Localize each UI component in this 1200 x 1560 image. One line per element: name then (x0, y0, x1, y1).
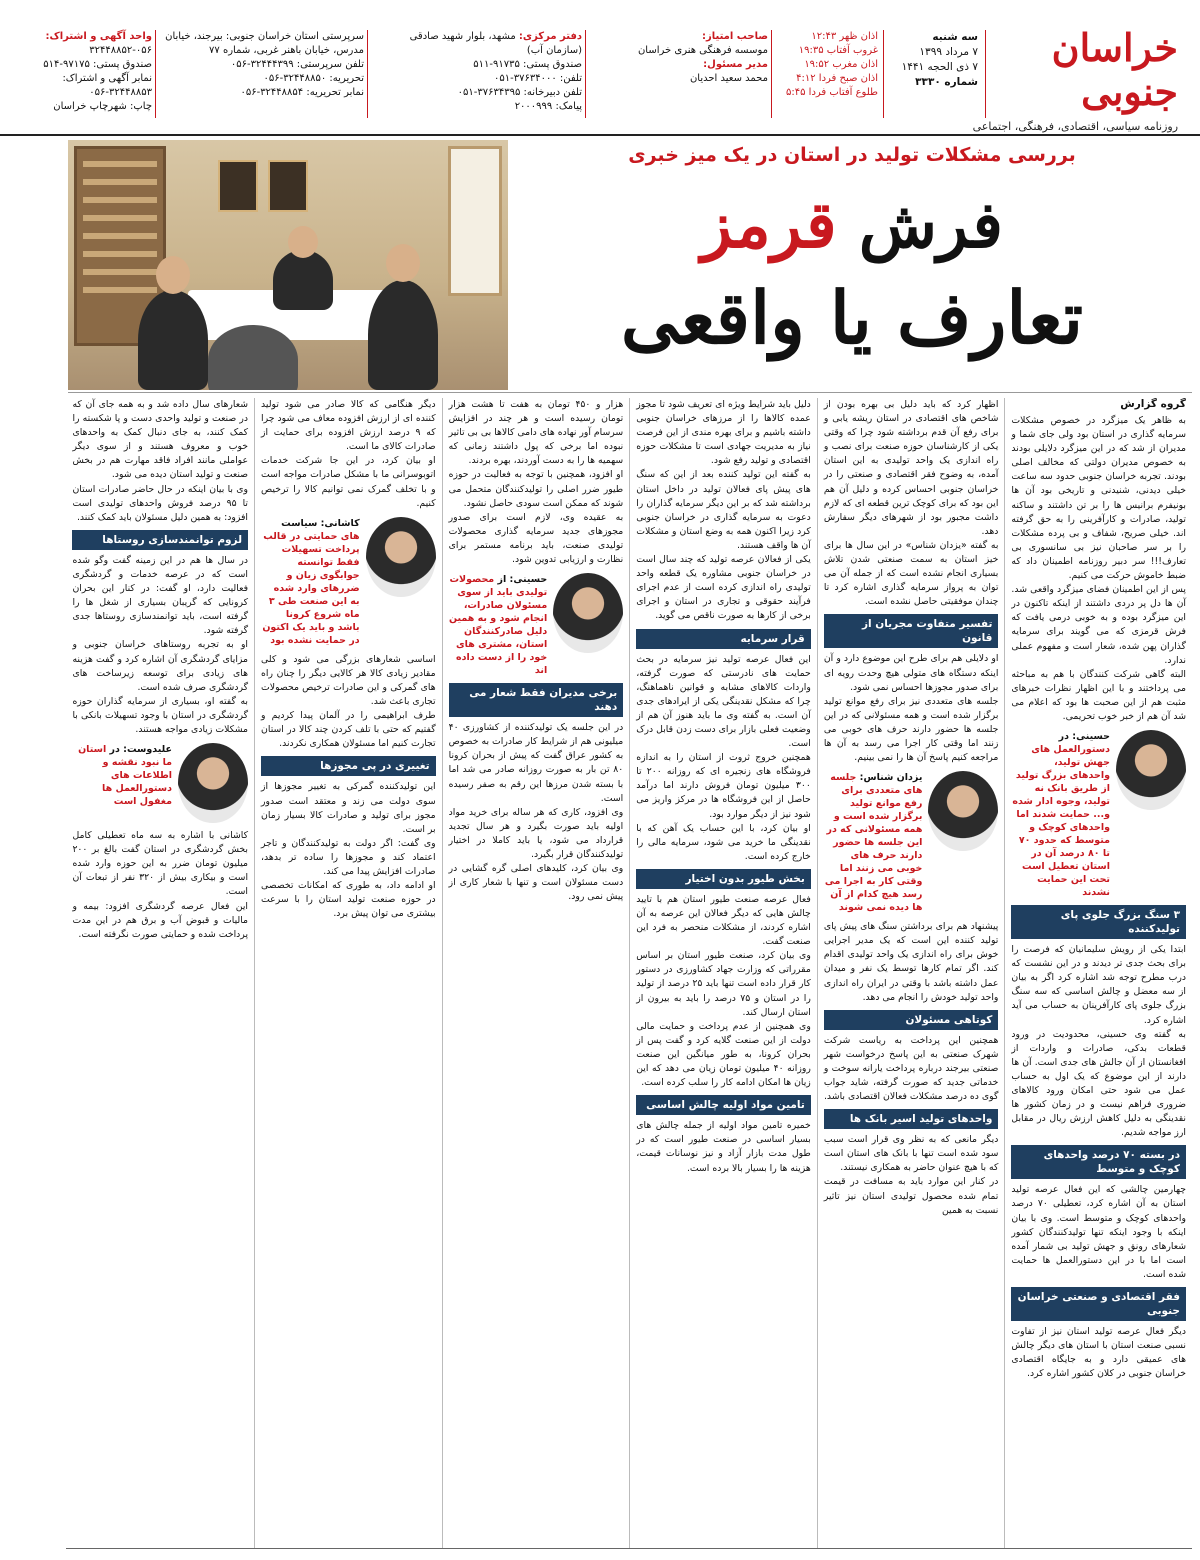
section-heading: کوتاهی مسئولان (824, 1010, 999, 1030)
paragraph: به گفته این تولید کننده بعد از این که سنگ های پیش پای فعالان تولید در داخل استان برداشته شد که بر این دیگر سرمایه گذاران را دعوت به سرمایه گذاری در خراسان جنوبی کرد زیرا اکنون همه به وضع استان و مشکلات آن ها واقف هستند. (636, 469, 811, 551)
paragraph: ابتدا یکی از رویش سلیمانیان که فرصت را برای بحث جدی تر دیدند و در این نشست که درب مطرح توجه شد اشاره کرد اگر به بیان از سه معضل و چالش اساسی که سه سنگ بزرگ جلوی پای کارآفرینان به حساب می آید اشاره کرد. (1011, 944, 1186, 1026)
portrait-photo (1116, 730, 1186, 810)
column-3 (629, 398, 817, 1548)
prayer-times (776, 30, 878, 100)
paragraph: در این جلسه یک تولیدکننده از کشاورزی ۴۰ میلیونی هم از شرایط کار صادرات به خصوص به کشور عراق گفت که پیش از بحران کرونا ۸۰ تن بار به صورت روزانه صادر می شد اما با بسته شدن مرزها این رقم به صفر رسیده است. (448, 722, 624, 804)
paragraph: در کنار این موارد باید به مسافت در قیمت تمام شده محصول تولیدی استان نیز تاثیر نسبت به همین (823, 1176, 999, 1216)
meeting-photo (68, 140, 508, 390)
paragraph: او به تجربه روستاهای خراسان جنوبی و مزایای گردشگری آن اشاره کرد و گفت هزینه های زیادی برای توسعه زیرساخت های گردشگری صرف شده است. (72, 639, 249, 693)
paragraph: به گفته او، بسیاری از سرمایه گذاران حوزه گردشگری در استان با وجود تسهیلات بانکی با مشکلات زیادی مواجه هستند. (72, 695, 249, 735)
column-5 (254, 398, 442, 1548)
section-heading: واحدهای تولید اسیر بانک ها (824, 1109, 999, 1129)
paragraph: خمیره تامین مواد اولیه از جمله چالش های بسیار اساسی در صنعت طیور است که در طول مدت بازار آزاد و نیز نوسانات قیمت، هزینه ها را بسیار بالا برده است. (636, 1120, 811, 1174)
paragraph: به ظاهر یک میزگرد در خصوص مشکلات سرمایه گذاری در استان بود ولی جای شما و مدیران از شد که در این میزگرد دلایلی بودند به خصوص مدیران دولتی که مخالف اصلی بودند. تجربه خراسان جنوبی حدود سه ساعت خیلی دیدنی، شنیدنی و تاریخی بود آن ها بونیفرم برانیس ها را بر تن داشتند و ساکنه تولید، صادرات و کارآفرینی را به حق گرفته اند. خیلی صریح، شفاف و بی پرده مشکلات را بر سر صاحبان نیز بی سانسوری بی تعارف!!! سر دبیر روزنامه اطمینان داد که ضبط خاموش حرکت می کنیم. (1011, 415, 1186, 582)
column-6 (66, 398, 254, 1548)
portrait-photo (366, 517, 436, 597)
paragraph: وی همچنین از عدم پرداخت و حمایت مالی دولت از این صنعت گلایه کرد و گفت پس از بحران کرونا، به طور میانگین این صنعت روزانه ۴۰ میلیون تومان زیان می دهد که این زیان ها امکان ادامه کار را سلب کرده است. (636, 1020, 811, 1089)
paragraph: دلیل باید شرایط ویژه ای تعریف شود تا مجوز عمده کالاها را از مرزهای خراسان جنوبی داشته باشیم و برای بهره مندی از این فرصت نیاز به مدیریت جهادی است تا مشکلات حوزه اقتصادی و تولید رفع شود. (636, 399, 811, 467)
paragraph: پیشنهاد هم برای برداشتن سنگ های پیش پای تولید کننده این است که یک مدیر اجرایی خوش برای راه اندازی یک واحد تولیدی اقدام کند. اگر تمام کارها توسط یک نفر و میدان عمل داشته باشد با وقتی در ایران راه اندازی واحد تولید خودش را انجام می دهد. (823, 921, 999, 1003)
paragraph: جلسه های متعددی نیز برای رفع موانع تولید برگزار شده است و همه مسئولانی که در این جلسه ها حضور دارند حرف های خوبی می زنند اما وقتی کار اجرا می رسد به آن ها مراجعه کنیم پاسخ آن ها را نمی بینیم. (823, 695, 999, 764)
provincial-office-info (159, 30, 364, 100)
paragraph: هزار و ۴۵۰ تومان به هفت تا هشت هزار تومان رسیده است و هر چند در افزایش سرسام آور نهاده های دامی کالاها بی بی تاثیر نبوده اما برخی که پول داشتند زمانی که سهمیه ها را به دست آوردند، بهره بردند. (448, 399, 624, 467)
hero-kicker: بررسی مشکلات تولید در استان در یک میز خبری (628, 144, 1076, 166)
newspaper-logo (972, 25, 1178, 133)
paragraph: به گفته «یزدان شناس» در این سال ها برای خیز استان به سمت صنعتی شدن تلاش بسیاری انجام نشده است که از جمله آن می توان به پرواز سرمایه گذاری اشاره کرد تا چندان موفقیتی حاصل نشده است. (823, 539, 999, 608)
office-line: صندوق پستی: ۹۱۷۳۵-۵۱۱ (473, 59, 582, 70)
logo-wordmark: خراسان جنوبی (1051, 25, 1178, 114)
divider (155, 30, 156, 118)
paragraph: این تولیدکننده گمرکی به تغییر مجوزها از سوی دولت می زند و معتقد است صدور مجوز برای تولید و صادرات کالا بسیار زمان بر است. (261, 781, 436, 835)
office-line: پیامک: ۲۰۰۰۹۹۹ (514, 101, 582, 112)
owner-name: موسسه فرهنگی هنری خراسان (637, 45, 768, 56)
ads-line: صندوق پستی: ۹۷۱۷۵-۵۱۴ (43, 59, 152, 70)
pull-quote (824, 771, 999, 914)
section-heading: تامین مواد اولیه چالش اساسی (636, 1095, 811, 1115)
wall-portrait (268, 160, 308, 212)
paragraph: دیگر فعال عرصه تولید استان نیز از تفاوت نسبی صنعت استان با استان های دیگر چالش های عمیقی دارد و به جایگاه اقتصادی خراسان جنوبی در کلان کشور اشاره کرد. (1011, 1326, 1186, 1380)
quote-text (449, 573, 548, 677)
paragraph: او بیان کرد، با این حساب یک آهن که با نقدینگی ما خرید می شود، سرمایه مالی را خارج کرده است. (636, 822, 811, 862)
hero-title-word: فرش (836, 188, 1003, 263)
person-head (386, 244, 420, 282)
logo-tagline: روزنامه سیاسی، اقتصادی، فرهنگی، اجتماعی (972, 120, 1178, 133)
section-heading: قرار سرمایه (636, 629, 811, 649)
quote-speaker: حسینی: از (497, 574, 548, 586)
date-solar: ۷ مرداد ۱۳۹۹ (919, 46, 978, 58)
branch-line: تحریریه: ۳۲۴۴۸۸۵۰-۰۵۶ (263, 73, 364, 84)
paragraph: وی بیان کرد، صنعت طیور استان بر اساس مقرراتی که وزارت جهاد کشاورزی در دستور کار قرار داده است تنها باید ۲۵ درصد از تولید را در استان و ۷۵ درصد را باید به بیرون از استان ارسال کند. (636, 950, 811, 1018)
paragraph: او افزود، همچنین با توجه به فعالیت در حوزه طیور ضرر اصلی را تولیدکنندگان متحمل می شوند که ممکن است سودی حاصل نشود. (448, 469, 624, 509)
pull-quote (261, 517, 436, 647)
portrait-photo (178, 743, 248, 823)
ads-line: نمابر آگهی و اشتراک: ۳۲۴۴۸۸۵۳-۰۵۶ (62, 73, 152, 98)
paragraph: همچنین خروج ثروت از استان را به اندازه فروشگاه های زنجیره ای که روزانه ۲۰۰ تا ۳۰۰ میلیون تومان فروش دارند اما درآمد حاصل از این فروشگاه ها در مرکز واریز می شود نیز از دیگر موارد بود. (636, 752, 811, 820)
issue-date-box (888, 30, 978, 90)
divider (585, 30, 586, 118)
quote-text (1011, 730, 1110, 899)
person-head (156, 256, 190, 294)
column-2 (817, 398, 1005, 1548)
quote-speaker: حسینی: در (1058, 731, 1110, 743)
masthead (0, 0, 1200, 136)
portrait-photo (553, 573, 623, 653)
prayer-time: اذان مغرب ۱۹:۵۲ (804, 59, 878, 70)
portrait-photo (928, 771, 998, 851)
wall-portrait (218, 160, 258, 212)
paragraph: کاشانی با اشاره به سه ماه تعطیلی کامل بخش گردشگری در استان گفت بالغ بر ۲۰۰ میلیون تومان ضرر به این حوزه وارد شده است و بیکاری بیش از ۳۲۰ نفر از تبعات آن است. (72, 830, 249, 898)
quote-text (824, 771, 923, 914)
lead-story-hero (68, 140, 1192, 390)
section-heading: لزوم توانمندسازی روستاها (72, 530, 248, 550)
paragraph: در سال ها هم در این زمینه گفت وگو شده است که در عرصه خدمات و گردشگری فعالیت دارد، او گفت: در کنار این بحران کرونایی که گریبان بسیاری از شغل ها را گرفته است، باید توانمندسازی روستاها جدی گرفته شود. (72, 554, 249, 637)
ads-subscription-info (12, 30, 152, 114)
ads-line: ۳۲۴۴۸۸۵۲-۰۵۶ (89, 45, 152, 56)
prayer-time: طلوع آفتاب فردا ۵:۴۵ (786, 87, 878, 98)
prayer-time: اذان صبح فردا ۴:۱۲ (796, 73, 878, 84)
person-figure (208, 325, 298, 390)
owner-label: صاحب امتیاز: (702, 31, 768, 42)
section-heading: ۳ سنگ بزرگ جلوی پای تولیدکننده (1011, 905, 1186, 939)
quote-body: جلسه های متعددی برای رفع موانع تولید برگزار شده است و همه مسئولانی که در این جلسه ها حضور دارند حرف های خوبی می زنند اما وقتی کار به اجرا می رسد هیچ کدام از آن ها دیده نمی شوند (824, 772, 923, 914)
paragraph: طرف ابراهیمی را در آلمان پیدا کردیم و گفتیم که حتی با تلف کردن چند کالا در استان تجارت کنیم اما مسئولان همکاری نکردند. (261, 710, 436, 750)
section-heading: بخش طیور بدون اختیار (636, 869, 811, 889)
person-head (288, 226, 318, 258)
office-address: مشهد، بلوار شهید صادقی (سازمان آب) (409, 31, 582, 56)
branch-line: مدرس، خیابان باهنر غربی، شماره ۷۷ (209, 45, 364, 56)
quote-speaker: کاشانی: سیاست (281, 517, 360, 529)
divider (68, 392, 1192, 393)
pull-quote (72, 743, 248, 823)
divider (367, 30, 368, 118)
quote-speaker: علیدوست: در (109, 744, 173, 756)
column-4 (442, 398, 630, 1548)
section-heading: فقر اقتصادی و صنعتی خراسان جنوبی (1011, 1287, 1186, 1321)
quote-body: محصولات تولیدی باید از سوی مسئولان صادرات، انجام شود و به همین دلیل صادرکنندگان استان، مشتری های خود را از دست داده اند (448, 574, 548, 677)
paragraph: وی گفت: اگر دولت به تولیدکنندگان و تاجر اعتماد کند و مجوزها را ساده تر بدهد، صادرات افزایش پیدا می کند. (261, 837, 436, 877)
divider (883, 30, 884, 118)
divider (771, 30, 772, 118)
person-figure (273, 250, 333, 310)
paragraph: او دلایلی هم برای طرح این موضوع دارد و آن اینکه دستگاه های متولی هیچ وحدت رویه ای برای صدور مجوزها احساس نمی شود. (823, 653, 999, 693)
paragraph: دیگر مانعی که به نظر وی قرار است سبب سود شده است تنها با بانک های استان است که با هیچ عنوان حاضر به همکاری نیستند. (823, 1134, 999, 1174)
person-figure (368, 280, 438, 390)
manager-name: محمد سعید احدیان (689, 73, 768, 84)
prayer-time: اذان ظهر ۱۲:۴۳ (811, 31, 878, 42)
prayer-time: غروب آفتاب ۱۹:۳۵ (798, 45, 878, 56)
hero-title-line1 (512, 186, 1192, 266)
section-heading: در بسته ۷۰ درصد واحدهای کوچک و متوسط (1011, 1145, 1186, 1179)
quote-body: دستورالعمل های جهش تولید، واحدهای بزرگ تولید از طریق بانک نه تولید، وجوه ادار شده و... حمایت شدند اما واحدهای کوچک و متوسط که حدود ۷۰ تا ۸۰ درصد آن در استان تعطیل است تحت این حمایت نشدند (1012, 744, 1110, 899)
paragraph: وی افزود، کاری که هر ساله برای خرید مواد اولیه باید صورت بگیرد و هر سال تجدید قرارداد می شود، یا باید کاملا در اختیار تولیدکنندگان قرار بگیرد. (448, 806, 624, 860)
divider (985, 30, 986, 118)
column-1 (1004, 398, 1192, 1548)
paragraph: دیگر هنگامی که کالا صادر می شود تولید کننده ای از ارزش افزوده معاف می شود چرا که ۹ درصد ارزش افزوده برای حمایت از صادرات کالای ما است. (261, 399, 436, 453)
office-label: دفتر مرکزی: (518, 31, 582, 42)
quote-text (72, 743, 172, 808)
paragraph: او ادامه داد، به طوری که امکانات تخصصی در حوزه صنعت تولید استان را با سرعت بیشتری می توان پیش برد. (261, 880, 436, 920)
paragraph: همچنین این پرداخت به ریاست شرکت شهرک صنعتی به این پاسخ درخواست شهر صنعتی بیرجند درباره پرداخت یارانه سوخت و خدماتی جدید که صورت گرفته، شاید جواب گوی ده درصد مشکلات فعالان اقتصادی باشد. (823, 1034, 999, 1103)
paragraph: به گفته وی حسینی، محدودیت در ورود قطعات بدکی، صادرات و واردات از افغانستان از آن جالش های جدی است. آن ها دارند از این موضوع که یک اول به حساب عمل می شود حتی امکان ورود کالاهای ضروری فراهم نیست و در زمان کشور ها نقدینگی به دلیل کاهش ارزش ریال در مقابل ارز مواجه شدیم. (1011, 1028, 1186, 1139)
paragraph: شعارهای سال داده شد و به همه جای آن که در صنعت و تولید واحدی دست و پا شکسته را کمک کنند، به جای دنبال کمک به واحدهای خوب و معروف هستند و از سوی دیگر عواملی مانند افراد فاقد مهارت هم در بخش صنعت و تولید استان دیده می شود. (72, 399, 249, 481)
hero-title-red-word: قرمز (701, 188, 837, 263)
ads-label: واحد آگهی و اشتراک: (45, 31, 152, 42)
section-heading: تغییری در پی مجوزها (261, 756, 436, 776)
paragraph: این فعال عرصه گردشگری افزود: بیمه و مالیات و قبوض آب و برق هم در این مدت پرداخت شده و حمایتی صورت نگرفته است. (72, 900, 249, 940)
paragraph: به عقیده وی، لازم است برای صدور مجوزهای جدید سرمایه گذاری محصولات تولیدی صنعت، باید برنامه مستمر برای نظارت و ارزیابی تدوین شود. (448, 511, 624, 566)
quote-text (261, 517, 360, 647)
window-graphic (448, 146, 502, 296)
pull-quote (449, 573, 624, 677)
paragraph: پس از این اطمینان فضای میزگرد واقعی شد. آن ها دل پر دردی داشتند از اینکه تاکنون در این میزگرد بوده و به خوبی درمی یافت که فرش قرمزی که می گویند برای سرمایه گذاران پهن شده، شعار است و مفهوم عملی ندارد. (1011, 584, 1186, 666)
paragraph: وی بیان کرد، کلیدهای اصلی گره گشایی در دست مسئولان است و تنها با شعار کاری از پیش نمی رود. (448, 863, 624, 903)
quote-body: های حمایتی در قالب پرداخت تسهیلات فقط توانسته جوابگوی زیان و ضررهای وارد شده به این صنعت طی ۳ ماه شروع کرونا باشد و باید یک اکتون در حمایت نشده بود (262, 530, 360, 646)
hero-title-line2: تعارف یا واقعی (620, 275, 1084, 360)
weekday: سه شنبه (932, 31, 978, 43)
quote-body: استان ما نبود نقشه و اطلاعات های دستورالعمل ها مغفول است (78, 744, 173, 808)
article-columns (66, 398, 1192, 1548)
paragraph: اساسی شعارهای بزرگی می شود و کلی مقادیر زیادی کالا هر کالایی دیگر را چنان راه های گمرکی و این صادرات ترخیص محصولات تجاری باعث شد. (261, 653, 436, 708)
date-lunar: ۷ ذی الحجه ۱۴۴۱ (901, 61, 978, 73)
paragraph: یکی از فعالان عرصه تولید که چند سال است در خراسان جنوبی مشاوره یک قطعه واحد تولیدی راه اندازی کرده است از عدم اجرای فرآیند حقوقی و تجاری در استان و اجرای برخی از کارها به صورت ناقص می گوید. (636, 554, 811, 622)
issue-number: شماره ۳۳۳۰ (915, 76, 978, 88)
pull-quote (1011, 730, 1186, 899)
ownership-info (590, 30, 768, 86)
paragraph: اظهار کرد که باید دلیل بی بهره بودن از شاخص های اقتصادی در استان ریشه یابی و برای رفع آن قدم برداشته شود چرا که وقتی یکی از کارشناسان حوزه صنعت برای نصب و راه اندازی یک واحد تولیدی به این استان آمده، به وضوح فقر اقتصادی و صنعتی را در خراسان جنوبی احساس کرده و دلیل آن هم این بود که برای کوچک ترین قطعه ای که لازم داشت مجبور بود از شهرهای دیگر سفارش دهد. (823, 399, 999, 537)
branch-line: سرپرستی استان خراسان جنوبی: بیرجند، خیابان (165, 31, 364, 42)
paragraph: او بیان کرد، در این جا شرکت خدمات اتوبوسرانی ما با مشکل صادرات مواجه است و با تخلف گمرک نمی توانیم کالا را ترخیص کنیم. (261, 455, 436, 509)
paragraph: این فعال عرصه تولید نیز سرمایه در بحث حمایت های نادرستی که صورت گرفته، واردات کالاهای مشابه و قوانین ناهماهنگ، چرا که مشکل نقدینگی یکی از ایرادهای جدی آن است. به گفته وی ما باید هنوز آن هم از وضعیت فعلی بازار برای دست زدن قابل درک است. (636, 653, 811, 750)
ads-line: چاپ: شهرچاپ خراسان (53, 101, 152, 112)
paragraph: وی با بیان اینکه در حال حاضر صادرات استان تا ۹۵ درصد فروش واحدهای تولیدی است افزود: به همین دلیل مسئولان باید کمک کنند. (72, 483, 249, 523)
branch-line: نمابر تحریریه: ۳۲۴۴۸۸۵۴-۰۵۶ (240, 87, 364, 98)
section-heading: تفسیر متفاوت مجریان از قانون (824, 614, 999, 648)
central-office-info (372, 30, 582, 114)
divider (66, 1548, 1192, 1549)
section-heading: برخی مدیران فقط شعار می دهند (449, 683, 624, 717)
byline: گروه گزارش (1120, 398, 1186, 410)
quote-speaker: یزدان شناس: (859, 772, 923, 784)
branch-line: تلفن سرپرستی: ۳۲۴۴۴۳۹۹-۰۵۶ (230, 59, 364, 70)
paragraph: فعال عرصه صنعت طیور استان هم با تایید چالش هایی که دیگر فعالان این عرصه به آن اشاره کردند، از مشکلات منحصر به فرد این صنعت گفت. (636, 893, 811, 948)
office-line: تلفن دبیرخانه: ۳۷۶۳۴۳۹۵-۰۵۱ (457, 87, 582, 98)
manager-label: مدیر مسئول: (703, 59, 768, 70)
person-figure (138, 290, 208, 390)
paragraph: چهارمین چالشی که این فعال عرصه تولید استان به آن اشاره کرد، تعطیلی ۷۰ درصد واحدهای کوچک و متوسط است. وی با بیان اینکه با وجود اینکه تنها تولیدکنندگان کشور شعارهای رونق و جهش تولید بی شمار آمده است اما با در این دستورالعمل ها حمایت شده است. (1011, 1184, 1186, 1280)
paragraph: البته گاهی شرکت کنندگان با هم به مباحثه می پرداختند و با این اظهار نظرات خبرهای مثبت هم از این صحبت ها بود که اعلام می شد آن هم از خبر خوب تحریمی. (1011, 668, 1186, 722)
office-line: تلفن: ۳۷۶۳۴۰۰۰-۰۵۱ (493, 73, 582, 84)
